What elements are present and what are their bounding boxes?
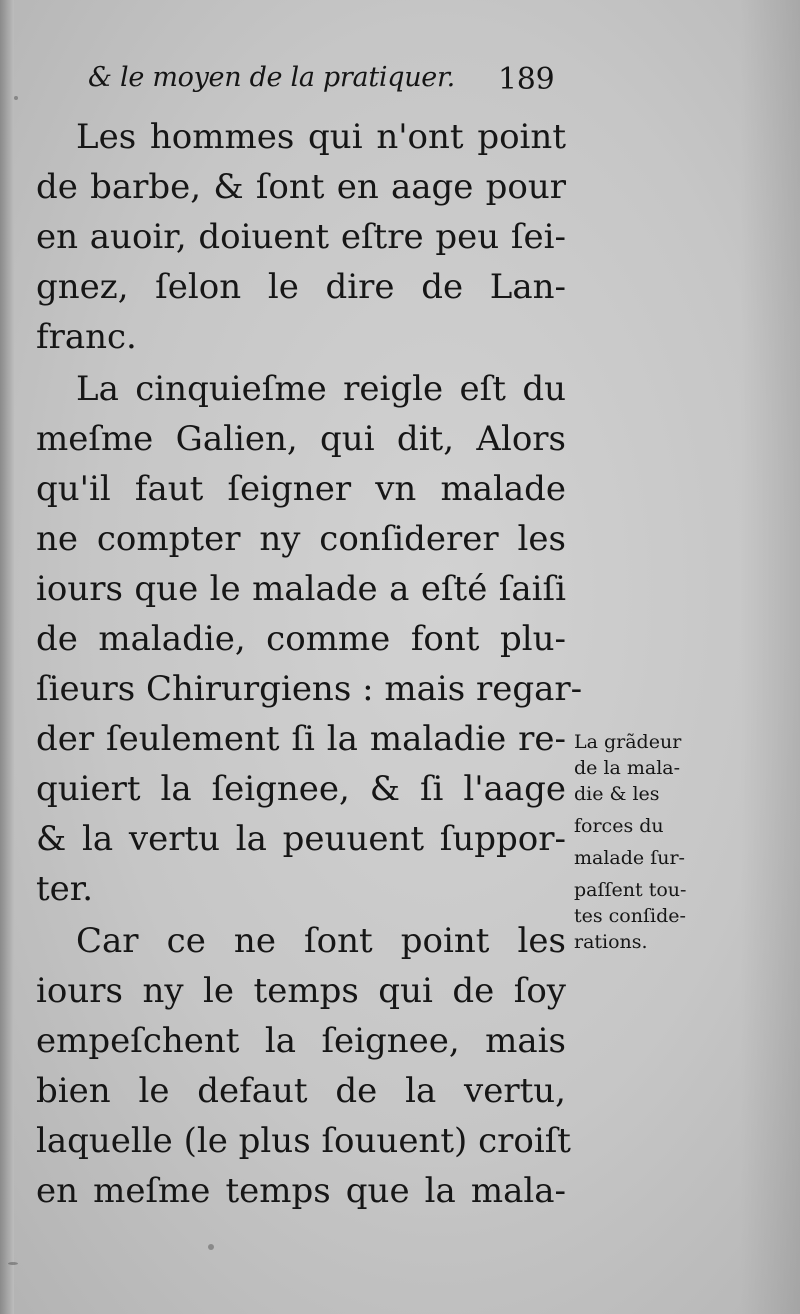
margin-note-line: malade ſur-: [574, 847, 685, 869]
margin-note-line: forces du: [574, 815, 664, 837]
text-line: gnez, ſelon le dire de Lan-: [36, 267, 566, 307]
page-number: 189: [498, 62, 555, 97]
text-line: franc.: [36, 317, 137, 357]
margin-note-line: paſſent tou-: [574, 879, 687, 901]
text-line: de barbe, & ſont en aage pour: [36, 167, 566, 207]
text-line: qu'il faut ſeigner vn malade: [36, 469, 566, 509]
margin-note-line: die & les: [574, 783, 660, 805]
text-line: en meſme temps que la mala-: [36, 1171, 566, 1211]
margin-note-line: tes conſide-: [574, 905, 686, 927]
page-gutter-edge: [0, 0, 14, 1314]
text-line: iours que le malade a eſté ſaiſi: [36, 569, 566, 609]
text-line: empeſchent la ſeignee, mais: [36, 1021, 566, 1061]
text-line: quiert la ſeignee, & ſi l'aage: [36, 769, 566, 809]
text-line: Car ce ne ſont point les: [76, 921, 566, 961]
ink-spot: [14, 96, 18, 100]
running-header: [88, 62, 555, 97]
text-line: Les hommes qui n'ont point: [76, 117, 566, 157]
text-line: La cinquieſme reigle eſt du: [76, 369, 566, 409]
ink-spot: [208, 1244, 214, 1250]
margin-note-line: La grãdeur: [574, 731, 682, 753]
text-line: iours ny le temps qui de ſoy: [36, 971, 566, 1011]
text-line: & la vertu la peuuent ſuppor-: [36, 819, 566, 859]
text-line: der ſeulement ſi la maladie re-: [36, 719, 566, 759]
page-shadow: [740, 0, 800, 1314]
text-line: en auoir, doiuent eſtre peu ſei-: [36, 217, 566, 257]
margin-note-line: de la mala-: [574, 757, 681, 779]
text-line: ne compter ny conſiderer les: [36, 519, 566, 559]
text-line: de maladie, comme font plu-: [36, 619, 566, 659]
text-line: bien le defaut de la vertu,: [36, 1071, 566, 1111]
margin-note-line: rations.: [574, 931, 648, 953]
running-title: & le moyen de la pratiquer.: [88, 62, 455, 93]
text-line: meſme Galien, qui dit, Alors: [36, 419, 566, 459]
text-line: ſieurs Chirurgiens : mais regar-: [36, 669, 583, 709]
ink-spot: [8, 1262, 18, 1265]
text-line: laquelle (le plus ſouuent) croiſt: [36, 1121, 571, 1161]
text-line: ter.: [36, 869, 94, 909]
